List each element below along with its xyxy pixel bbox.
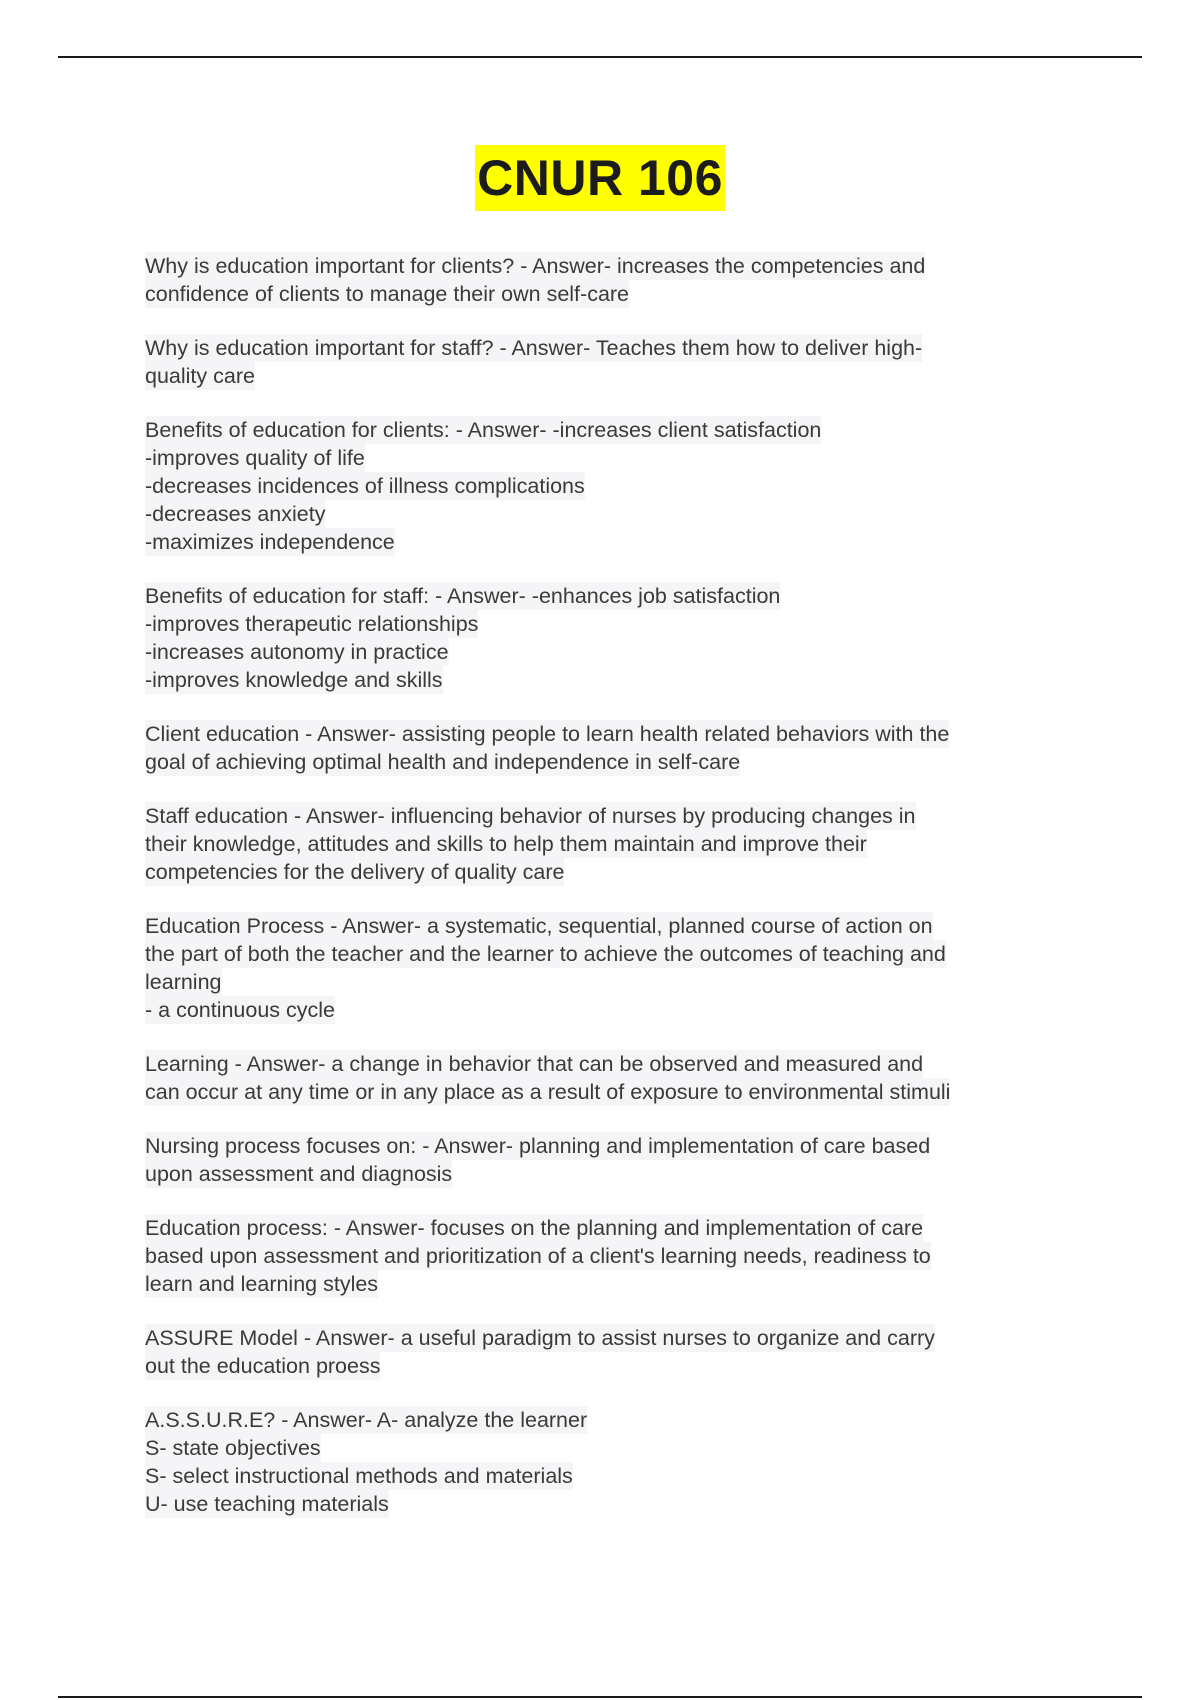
qa-answer-line: -decreases anxiety [145,502,326,526]
qa-answer-line: their knowledge, attitudes and skills to help them maintain and improve their [145,832,867,856]
qa-question-line: A.S.S.U.R.E? - Answer- A- analyze the learner [145,1408,588,1432]
qa-entry [145,582,1075,694]
qa-question-line: Nursing process focuses on: - Answer- planning and implementation of care based [145,1134,931,1158]
qa-question-line: Client education - Answer- assisting people to learn health related behaviors with the [145,722,950,746]
qa-answer-line: upon assessment and diagnosis [145,1162,453,1186]
qa-answer-line: -maximizes independence [145,530,395,554]
qa-question-line: ASSURE Model - Answer- a useful paradigm to assist nurses to organize and carry [145,1326,935,1350]
qa-answer-line: confidence of clients to manage their own self-care [145,282,630,306]
qa-answer-line: - a continuous cycle [145,998,336,1022]
qa-answer-line: S- state objectives [145,1436,321,1460]
qa-entry [145,912,1075,1024]
qa-entry [145,1324,1075,1380]
qa-entry [145,720,1075,776]
qa-entry [145,416,1075,556]
qa-answer-line: based upon assessment and prioritization of a client's learning needs, readiness to [145,1244,931,1268]
qa-entry [145,1214,1075,1298]
qa-question-line: Why is education important for staff? - Answer- Teaches them how to deliver high- [145,336,923,360]
qa-question-line: Staff education - Answer- influencing behavior of nurses by producing changes in [145,804,916,828]
qa-question-line: Education Process - Answer- a systematic, sequential, planned course of action on [145,914,933,938]
qa-question-line: Learning - Answer- a change in behavior that can be observed and measured and [145,1052,924,1076]
qa-answer-line: can occur at any time or in any place as a result of exposure to environmental stimuli [145,1080,951,1104]
qa-answer-line: U- use teaching materials [145,1492,389,1516]
qa-answer-line: the part of both the teacher and the learner to achieve the outcomes of teaching and [145,942,946,966]
qa-answer-line: -improves therapeutic relationships [145,612,479,636]
top-rule [58,56,1142,58]
qa-answer-line: quality care [145,364,255,388]
qa-entry [145,1132,1075,1188]
qa-answer-line: -improves knowledge and skills [145,668,443,692]
qa-question-line: Why is education important for clients? - Answer- increases the competencies and [145,254,926,278]
qa-answer-line: learning [145,970,222,994]
qa-answer-line: -decreases incidences of illness complications [145,474,585,498]
qa-answer-line: out the education proess [145,1354,381,1378]
qa-question-line: Benefits of education for staff: - Answer- -enhances job satisfaction [145,584,781,608]
qa-question-line: Benefits of education for clients: - Answer- -increases client satisfaction [145,418,822,442]
qa-answer-line: competencies for the delivery of quality care [145,860,565,884]
qa-entry [145,1050,1075,1106]
qa-entry [145,802,1075,886]
qa-answer-line: -improves quality of life [145,446,365,470]
qa-entry [145,334,1075,390]
qa-answer-line: goal of achieving optimal health and independence in self-care [145,750,741,774]
qa-answer-line: S- select instructional methods and materials [145,1464,573,1488]
qa-entry [145,1406,1075,1518]
qa-entry [145,252,1075,308]
qa-answer-line: learn and learning styles [145,1272,379,1296]
qa-list [145,252,1075,1544]
qa-answer-line: -increases autonomy in practice [145,640,449,664]
qa-question-line: Education process: - Answer- focuses on the planning and implementation of care [145,1216,924,1240]
title-container [0,145,1200,211]
bottom-rule [58,1696,1142,1698]
document-title: CNUR 106 [475,145,725,211]
